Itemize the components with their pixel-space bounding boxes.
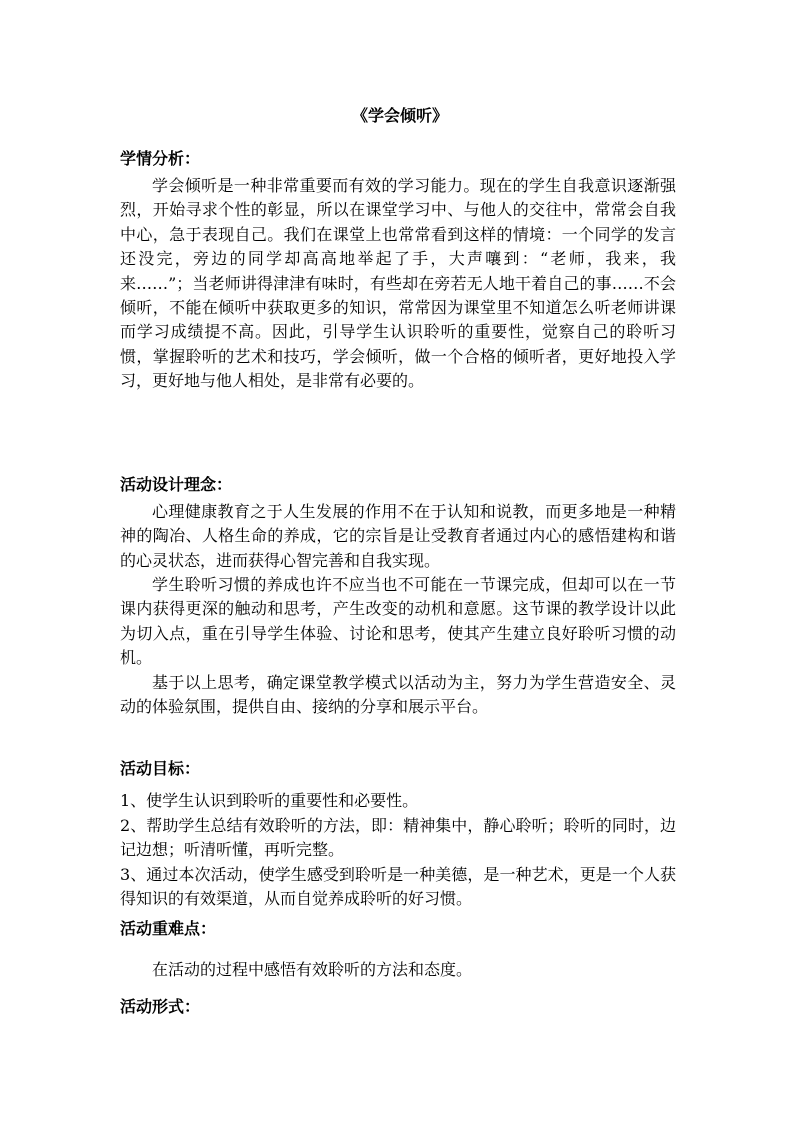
paragraph-concept-3: 基于以上思考，确定课堂教学模式以活动为主，努力为学生营造安全、灵动的体验氛围，提供自由、接纳的分享和展示平台。 (120, 673, 676, 717)
heading-analysis: 学情分析： (120, 149, 201, 168)
goal-item-1: 1、使学生认识到聆听的重要性和必要性。 (120, 791, 419, 810)
heading-key-points: 活动重难点： (120, 919, 217, 938)
paragraph-concept-1: 心理健康教育之于人生发展的作用不在于认知和说教，而更多地是一种精神的陶冶、人格生命的养成，它的宗旨是让受教育者通过内心的感悟建构和谐的心灵状态，进而获得心智完善和自我实现。 (120, 502, 676, 570)
goal-item-3: 3、通过本次活动，使学生感受到聆听是一种美德，是一种艺术，更是一个人获得知识的有效渠道，从而自觉养成聆听的好习惯。 (120, 865, 676, 909)
heading-goals: 活动目标： (120, 759, 201, 778)
paragraph-key-points: 在活动的过程中感悟有效聆听的方法和态度。 (152, 960, 473, 979)
paragraph-concept-2: 学生聆听习惯的养成也许不应当也不可能在一节课完成，但却可以在一节课内获得更深的触动和思考，产生改变的动机和意愿。这节课的教学设计以此为切入点，重在引导学生体验、讨论和思考，使其产生建立良好聆听习惯的动机。 (120, 575, 676, 668)
goal-item-2: 2、帮助学生总结有效聆听的方法，即：精神集中，静心聆听；聆听的同时，边记边想；听清听懂，再听完整。 (120, 816, 676, 860)
heading-form: 活动形式： (120, 997, 201, 1016)
paragraph-analysis: 学会倾听是一种非常重要而有效的学习能力。现在的学生自我意识逐渐强烈，开始寻求个性的彰显，所以在课堂学习中、与他人的交往中，常常会自我中心，急于表现自己。我们在课堂上也常常看到这样的情境：一个同学的发言还没完，旁边的同学却高高地举起了手，大声嚷到：“老师，我来，我来……”；当老师讲得津津有味时，有些却在旁若无人地干着自己的事……不会倾听，不能在倾听中获取更多的知识，常常因为课堂里不知道怎么听老师讲课而学习成绩提不高。因此，引导学生认识聆听的重要性，觉察自己的聆听习惯，掌握聆听的艺术和技巧，学会倾听，做一个合格的倾听者，更好地投入学习，更好地与他人相处，是非常有必要的。 (120, 176, 676, 391)
document-title: 《学会倾听》 (351, 106, 448, 125)
heading-concept: 活动设计理念： (120, 475, 233, 494)
